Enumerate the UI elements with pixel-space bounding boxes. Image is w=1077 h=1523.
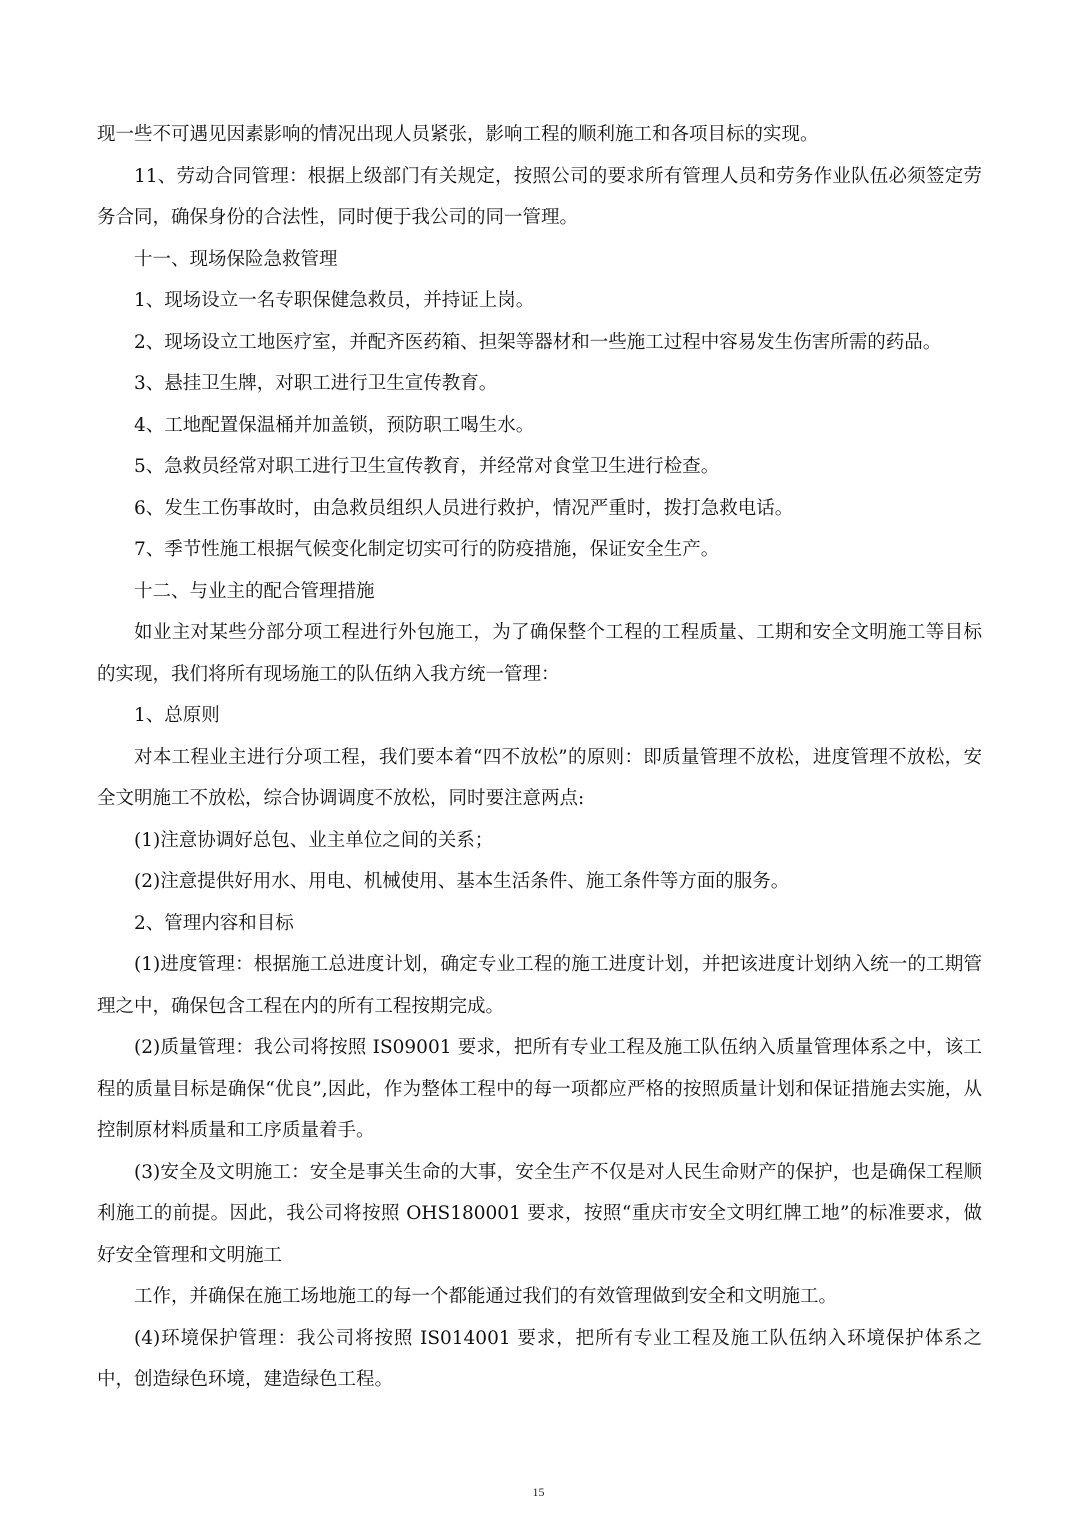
section-heading-first-aid: 十一、现场保险急救管理: [134, 248, 338, 270]
paragraph-four-principles: 对本工程业主进行分项工程，我们要本着“四不放松”的原则：即质量管理不放松，进度管理不放松，安全文明施工不放松，综合协调调度不放松，同时要注意两点:: [97, 746, 982, 809]
paragraph-quality-management: (2)质量管理：我公司将按照 IS09001 要求，把所有专业工程及施工队伍纳入质量管理体系之中，该工程的质量目标是确保“优良”,因此，作为整体工程中的每一项都应严格的按照质量计划和保证措施去实施，从控制原材料质量和工序质量着手。: [97, 1037, 982, 1141]
document-body: [97, 114, 982, 1401]
list-item-first-aid-4: 4、工地配置保温桶并加盖锁，预防职工喝生水。: [134, 414, 535, 436]
list-item-coordination: (1)注意协调好总包、业主单位之间的关系；: [134, 829, 494, 851]
page-number: 15: [532, 1485, 545, 1499]
paragraph-safety-management: (3)安全及文明施工：安全是事关生命的大事，安全生产不仅是对人民生命财产的保护，也是确保工程顺利施工的前提。因此，我公司将按照 OHS180001 要求，按照“重庆市安全文明红牌工地”的标准要求，做好安全管理和文明施工: [97, 1161, 982, 1266]
paragraph-safety-continuation: 工作，并确保在施工场地施工的每一个都能通过我们的有效管理做到安全和文明施工。: [134, 1286, 838, 1307]
section-heading-owner-coordination: 十二、与业主的配合管理措施: [134, 580, 375, 602]
list-item-first-aid-2: 2、现场设立工地医疗室，并配齐医药箱、担架等器材和一些施工过程中容易发生伤害所需的药品。: [134, 331, 942, 353]
paragraph-outsourcing: 如业主对某些分部分项工程进行外包施工，为了确保整个工程的工程质量、工期和安全文明施工等目标的实现，我们将所有现场施工的队伍纳入我方统一管理：: [97, 622, 982, 685]
list-item-first-aid-1: 1、现场设立一名专职保健急救员，并持证上岗。: [134, 290, 535, 311]
paragraph-labor-contract: 11、劳动合同管理：根据上级部门有关规定，按照公司的要求所有管理人员和劳务作业队伍必须签定劳务合同，确保身份的合法性，同时便于我公司的同一管理。: [97, 165, 982, 228]
list-item-first-aid-5: 5、急救员经常对职工进行卫生宣传教育，并经常对食堂卫生进行检查。: [134, 456, 720, 477]
list-item-first-aid-7: 7、季节性施工根据气候变化制定切实可行的防疫措施，保证安全生产。: [134, 539, 720, 560]
list-item-first-aid-3: 3、悬挂卫生牌，对职工进行卫生宣传教育。: [134, 373, 498, 394]
paragraph-schedule-management: (1)进度管理：根据施工总进度计划，确定专业工程的施工进度计划，并把该进度计划纳入统一的工期管理之中，确保包含工程在内的所有工程按期完成。: [97, 954, 982, 1017]
list-item-first-aid-6: 6、发生工伤事故时，由急救员组织人员进行救护，情况严重时，拨打急救电话。: [134, 497, 794, 519]
subheading-management-content: 2、管理内容和目标: [134, 912, 294, 934]
list-item-services: (2)注意提供好用水、用电、机械使用、基本生活条件、施工条件等方面的服务。: [134, 871, 790, 892]
paragraph-environment-management: (4)环境保护管理：我公司将按照 IS014001 要求，把所有专业工程及施工队伍纳入环境保护体系之中，创造绿色环境，建造绿色工程。: [97, 1327, 982, 1390]
paragraph-continuation: 现一些不可遇见因素影响的情况出现人员紧张，影响工程的顺利施工和各项目标的实现。: [97, 124, 819, 145]
subheading-general-principle: 1、总原则: [134, 705, 220, 726]
